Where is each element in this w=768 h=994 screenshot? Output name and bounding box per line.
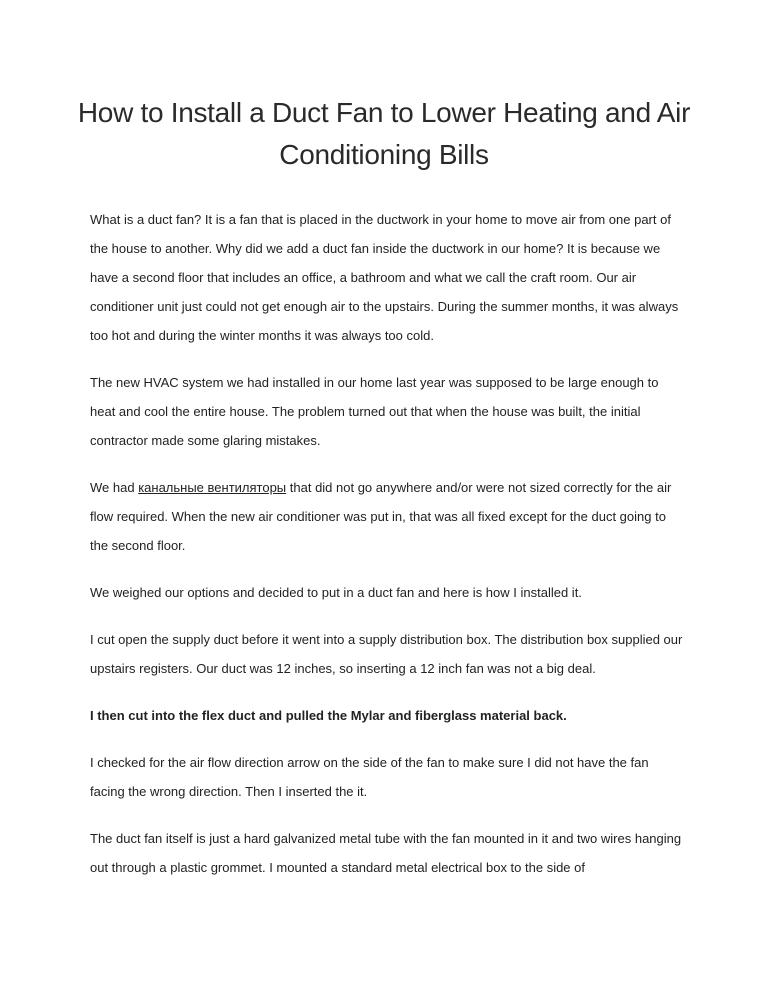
document-title: How to Install a Duct Fan to Lower Heating and Air Conditioning Bills (77, 97, 691, 170)
paragraph-flex-duct: I then cut into the flex duct and pulled the Mylar and fiberglass material back. (90, 708, 567, 723)
paragraph-duct-fan-intro: What is a duct fan? It is a fan that is placed in the ductwork in your home to move air from one part of the house to another. Why did we add a duct fan inside the ductwork in our home? It is because we have a second floor that includes an office, a bathroom and what we call the craft room. Our air conditioner unit just could not get enough air to the upstairs. During the summer months, it was always too hot and during the winter months it was always too cold. (90, 212, 679, 343)
paragraph-options: We weighed our options and decided to put in a duct fan and here is how I installed it. (90, 585, 582, 600)
paragraph-hvac-system: The new HVAC system we had installed in our home last year was supposed to be large enough to heat and cool the entire house. The problem turned out that when the house was built, the initial contractor made some glaring mistakes. (90, 375, 659, 448)
paragraph-airflow-direction: I checked for the air flow direction arrow on the side of the fan to make sure I did not have the fan facing the wrong direction. Then I inserted the it. (90, 755, 649, 799)
paragraph-supply-duct: I cut open the supply duct before it went into a supply distribution box. The distribution box supplied our upstairs registers. Our duct was 12 inches, so inserting a 12 inch fan was not a big deal. (90, 632, 683, 676)
paragraph-fan-description: The duct fan itself is just a hard galvanized metal tube with the fan mounted in it and two wires hanging out through a plastic grommet. I mounted a standard metal electrical box to the side of (90, 831, 682, 875)
paragraph-text: that did not go anywhere and/or were not sized correctly for the air flow required. When the new air conditioner was put in, that was all fixed except for the duct going to the second floor. (90, 480, 672, 553)
document-body (90, 205, 684, 900)
paragraph-text: We had (90, 480, 139, 495)
duct-fans-link[interactable]: канальные вентиляторы (138, 480, 287, 495)
paragraph-duct-sizing (90, 473, 684, 560)
